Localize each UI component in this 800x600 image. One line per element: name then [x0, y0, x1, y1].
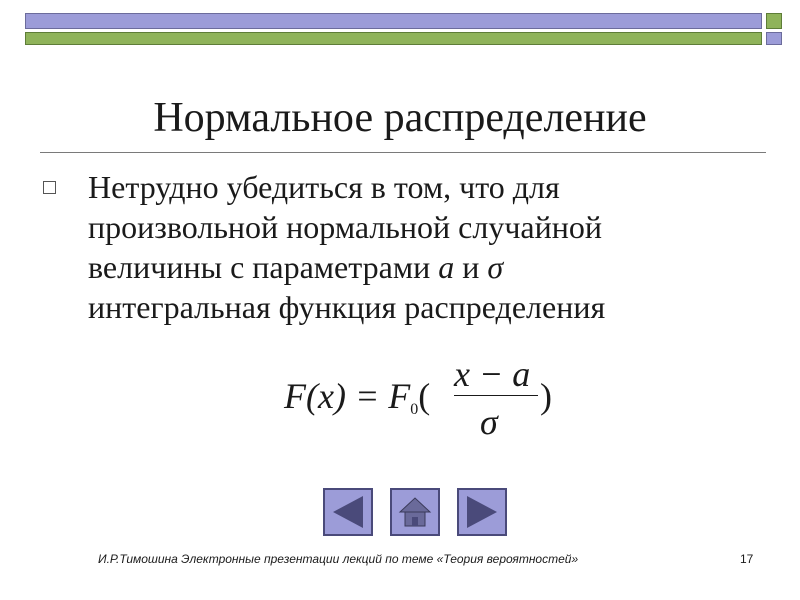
formula — [284, 354, 564, 442]
body-line-3-text: величины с параметрами — [88, 249, 439, 285]
formula-open-paren: ( — [418, 376, 431, 416]
formula-close-paren: ) — [540, 376, 552, 416]
title-divider — [40, 152, 766, 153]
formula-denominator: σ — [480, 402, 498, 442]
formula-lhs-text: F(x) = F — [284, 376, 411, 416]
formula-subscript: 0 — [410, 401, 419, 418]
formula-numerator: x − a — [454, 354, 531, 394]
header-bar-blue — [25, 13, 762, 29]
slide-title: Нормальное распределение — [153, 95, 647, 141]
triangle-left-icon — [325, 490, 371, 534]
prev-slide-button[interactable] — [323, 488, 373, 536]
home-icon — [392, 490, 438, 534]
page-number: 17 — [740, 552, 754, 566]
param-sigma: σ — [487, 249, 504, 285]
body-line-2: произвольной нормальной случайной — [88, 209, 602, 245]
header-square-blue — [766, 32, 782, 45]
param-a: a — [438, 249, 455, 285]
body-line-1: Нетрудно убедиться в том, что для — [88, 169, 560, 205]
home-button[interactable] — [390, 488, 440, 536]
slide-body — [88, 167, 768, 327]
param-and: и — [454, 249, 488, 285]
next-slide-button[interactable] — [457, 488, 507, 536]
formula-lhs — [284, 376, 430, 430]
header-square-green — [766, 13, 782, 29]
triangle-right-icon — [459, 490, 505, 534]
footer-author: И.Р.Тимошина Электронные презентации лекций по теме «Теория вероятностей» — [98, 552, 579, 566]
body-line-3 — [88, 247, 768, 287]
bullet-square-icon — [43, 181, 56, 194]
body-line-4: интегральная функция распределения — [88, 289, 606, 325]
header-bar-green — [25, 32, 762, 45]
formula-fraction-bar — [454, 395, 538, 396]
